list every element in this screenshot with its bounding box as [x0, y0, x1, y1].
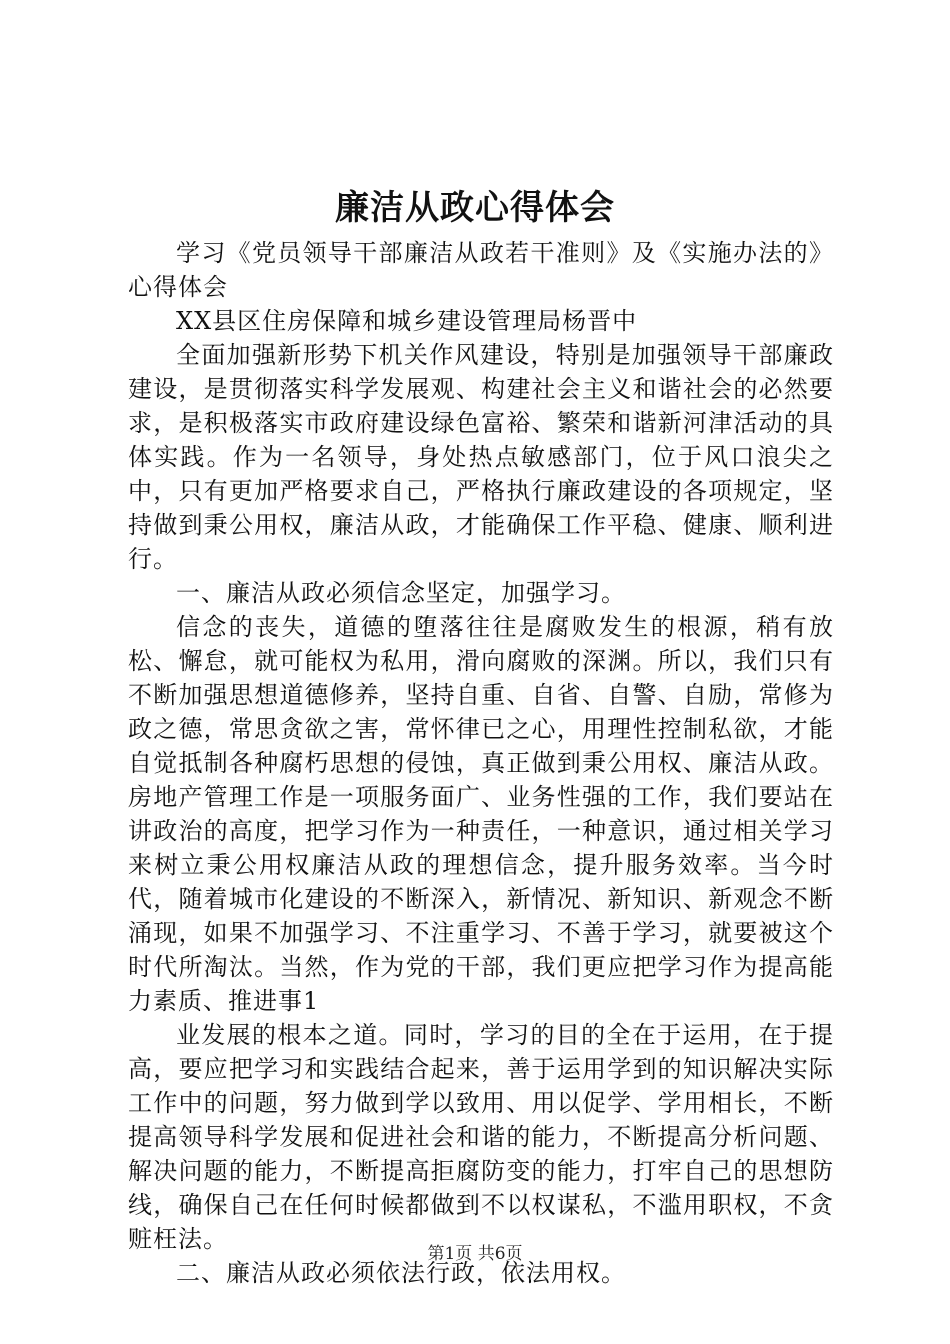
document-body: [128, 236, 834, 1290]
section-heading: 二、廉洁从政必须依法行政，依法用权。: [176, 1259, 626, 1287]
body-paragraph: 业发展的根本之道。同时，学习的目的全在于运用，在于提高，要应把学习和实践结合起来，善于运用学到的知识解决实际工作中的问题，努力做到学以致用、用以促学、学用相长，不断提高领导科学发展和促进社会和谐的能力，不断提高分析问题、解决问题的能力，不断提高拒腐防变的能力，打牢自己的思想防线，确保自己在任何时候都做到不以权谋私，不滥用职权，不贪赃枉法。: [128, 1021, 834, 1253]
section-heading: 一、廉洁从政必须信念坚定，加强学习。: [176, 579, 626, 607]
page-number-footer: 第1页 共6页: [427, 1244, 523, 1264]
body-paragraph: 信念的丧失，道德的堕落往往是腐败发生的根源，稍有放松、懈怠，就可能权为私用，滑向腐败的深渊。所以，我们只有不断加强思想道德修养，坚持自重、自省、自警、自励，常修为政之德，常思贪欲之害，常怀律已之心，用理性控制私欲，才能自觉抵制各种腐朽思想的侵蚀，真正做到秉公用权、廉洁从政。房地产管理工作是一项服务面广、业务性强的工作，我们要站在讲政治的高度，把学习作为一种责任，一种意识，通过相关学习来树立秉公用权廉洁从政的理想信念，提升服务效率。当今时代，随着城市化建设的不断深入，新情况、新知识、新观念不断涌现，如果不加强学习、不注重学习、不善于学习，就要被这个时代所淘汰。当然，作为党的干部，我们更应把学习作为提高能力素质、推进事1: [128, 613, 834, 1015]
document-title: 廉洁从政心得体会: [335, 188, 615, 228]
author-line: XX县区住房保障和城乡建设管理局杨晋中: [176, 307, 638, 335]
body-paragraph: 全面加强新形势下机关作风建设，特别是加强领导干部廉政建设，是贯彻落实科学发展观、构建社会主义和谐社会的必然要求，是积极落实市政府建设绿色富裕、繁荣和谐新河津活动的具体实践。作为一名领导，身处热点敏感部门，位于风口浪尖之中，只有更加严格要求自己，严格执行廉政建设的各项规定，坚持做到秉公用权，廉洁从政，才能确保工作平稳、健康、顺利进行。: [128, 341, 834, 573]
subtitle-paragraph: 学习《党员领导干部廉洁从政若干准则》及《实施办法的》心得体会: [128, 239, 834, 301]
